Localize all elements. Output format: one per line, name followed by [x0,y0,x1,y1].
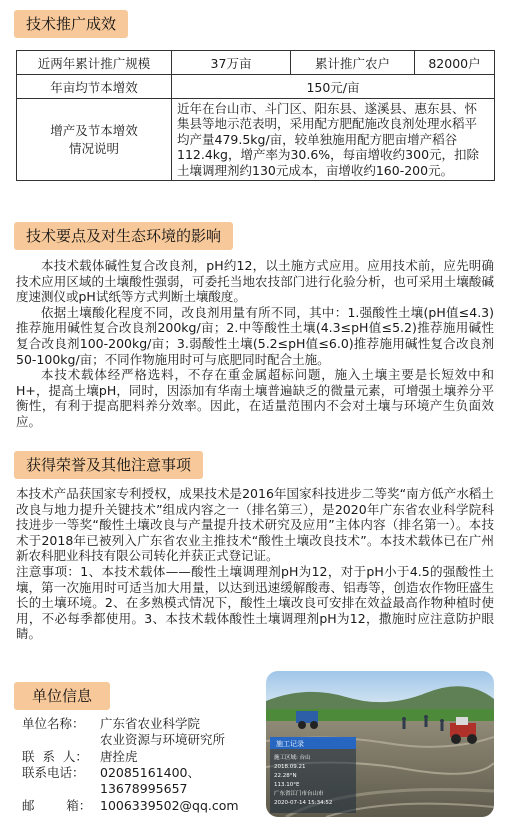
cell-benefit-value: 150元/亩 [172,75,495,99]
field-photo [266,671,494,817]
unit-name-line: 农业资源与环境研究所 [100,732,226,747]
section-header-key-points: 技术要点及对生态环境的影响 [14,222,233,250]
contact-name: 唐拴虎 [100,749,138,764]
photo-record-line: 施工区域: 台山 [274,755,311,761]
unit-name-label: 单位名称： [22,716,85,731]
photo-record-line: 113.10°E [274,782,300,788]
cell-farmers-value: 82000户 [415,51,495,75]
cell-description-label [17,99,172,181]
photo-record-title: 施工记录 [276,740,304,748]
email-label: 邮 箱： [22,798,92,813]
cell-benefit-label: 年亩均节本增效 [17,75,172,99]
unit-name-row-2 [22,732,225,748]
phone-row-2 [22,781,187,797]
key-point-paragraph: 本技术载体经严格选料，不存在重金属超标问题，施入土壤主要是长短效中和H+，提高土壤pH，同时，因添加有华南土壤普遍缺乏的微量元素，可增强土壤养分平衡性，有利于提高肥料养分效率。因此，在适量范围内不会对土壤与环境产生负面效应。 [16,367,494,429]
cell-farmers-label: 累计推广农户 [291,51,415,75]
unit-name-row [22,716,200,732]
email-address: 1006339502@qq.com [100,798,239,813]
cell-scale-label: 近两年累计推广规模 [17,51,172,75]
notes-paragraph: 注意事项：1、本技术载体——酸性土壤调理剂pH为12，对于pH小于4.5的强酸性土壤，第一次施用时可适当加大用量，以达到迅速缓解酸毒、铝毒等，创造农作物旺盛生长的土壤环境。2、在多熟模式情况下，酸性土壤改良可安排在效益最高作物种植时使用，不必每季都使用。3、本技术载体酸性土壤调理剂pH为12，撒施时应注意防护眼睛。 [16,563,494,642]
honors-paragraph: 本技术产品获国家专利授权，成果技术是2016年国家科技进步二等奖“南方低产水稻土改良与地力提升关键技术”组成内容之一（排名第三），是2020年广东省农业科学院科技进步一等奖“酸性土壤改良与产量提升技术研究及应用”主体内容（排名第一）。本技术于2018年已被列入广东省农业主推技术“酸性土壤改良技术”。本技术载体已在广州新农科肥业科技有限公司转化并获正式登记证。 [16,486,494,564]
section-header-unit: 单位信息 [14,682,110,710]
promotion-stats-table [16,50,495,181]
photo-record-line: 广东省江门市台山市 [274,791,324,797]
contact-label: 联 系 人： [22,749,88,764]
key-point-paragraph: 依据土壤酸化程度不同，改良剂用量有所不同，其中：1.强酸性土壤(pH值≤4.3)推荐施用碱性复合改良剂200kg/亩；2.中等酸性土壤(4.3≤pH值≤5.2)推荐施用碱性复合改良剂100-200kg/亩；3.弱酸性土壤(5.2≤pH值≤6.0)推荐施用碱性复合改良剂50-100kg/亩；不同作物施用时可与底肥同时配合土施。 [16,304,494,367]
field-photo-illustration [266,671,494,817]
section-header-honors: 获得荣誉及其他注意事项 [14,451,203,479]
phone-number: 02085161400、 [100,765,200,780]
section-header-promotion: 技术推广成效 [14,10,128,38]
table-row [17,99,495,181]
unit-name-line: 广东省农业科学院 [100,716,201,731]
phone-number: 13678995657 [100,781,188,796]
table-row [17,51,495,75]
key-point-paragraph: 本技术载体碱性复合改良剂，pH约12，以土施方式应用。应用技术前，应先明确技术应用区域的土壤酸性强弱，可委托当地农技部门进行化验分析，也可采用土壤酸碱度速测仪或pH试纸等方式判断土壤酸度。 [16,258,494,305]
email-row [22,798,239,814]
photo-record-line: 2018.09.21 [274,764,306,770]
description-label-line: 增产及节本增效 [50,122,138,138]
honors-body [16,486,494,642]
table-row [17,75,495,99]
contact-row [22,749,138,765]
photo-record-line: 2020-07-14 15:34:52 [274,800,333,806]
phone-label: 联系电话： [22,765,85,780]
cell-scale-value: 37万亩 [172,51,291,75]
phone-row [22,765,200,781]
photo-record-line: 22.28°N [274,773,297,779]
cell-description-text: 近年在台山市、斗门区、阳东县、遂溪县、惠东县、怀集县等地示范表明，采用配方肥配施改良剂处理水稻平均产量479.5kg/亩，较单独施用配方肥亩增产稻谷112.4kg，增产率为30.6%，每亩增收约300元，扣除土壤调理剂约130元成本，亩增收约160-200元。 [172,99,495,181]
description-label-line: 情况说明 [68,140,119,156]
key-points-body [16,258,494,430]
